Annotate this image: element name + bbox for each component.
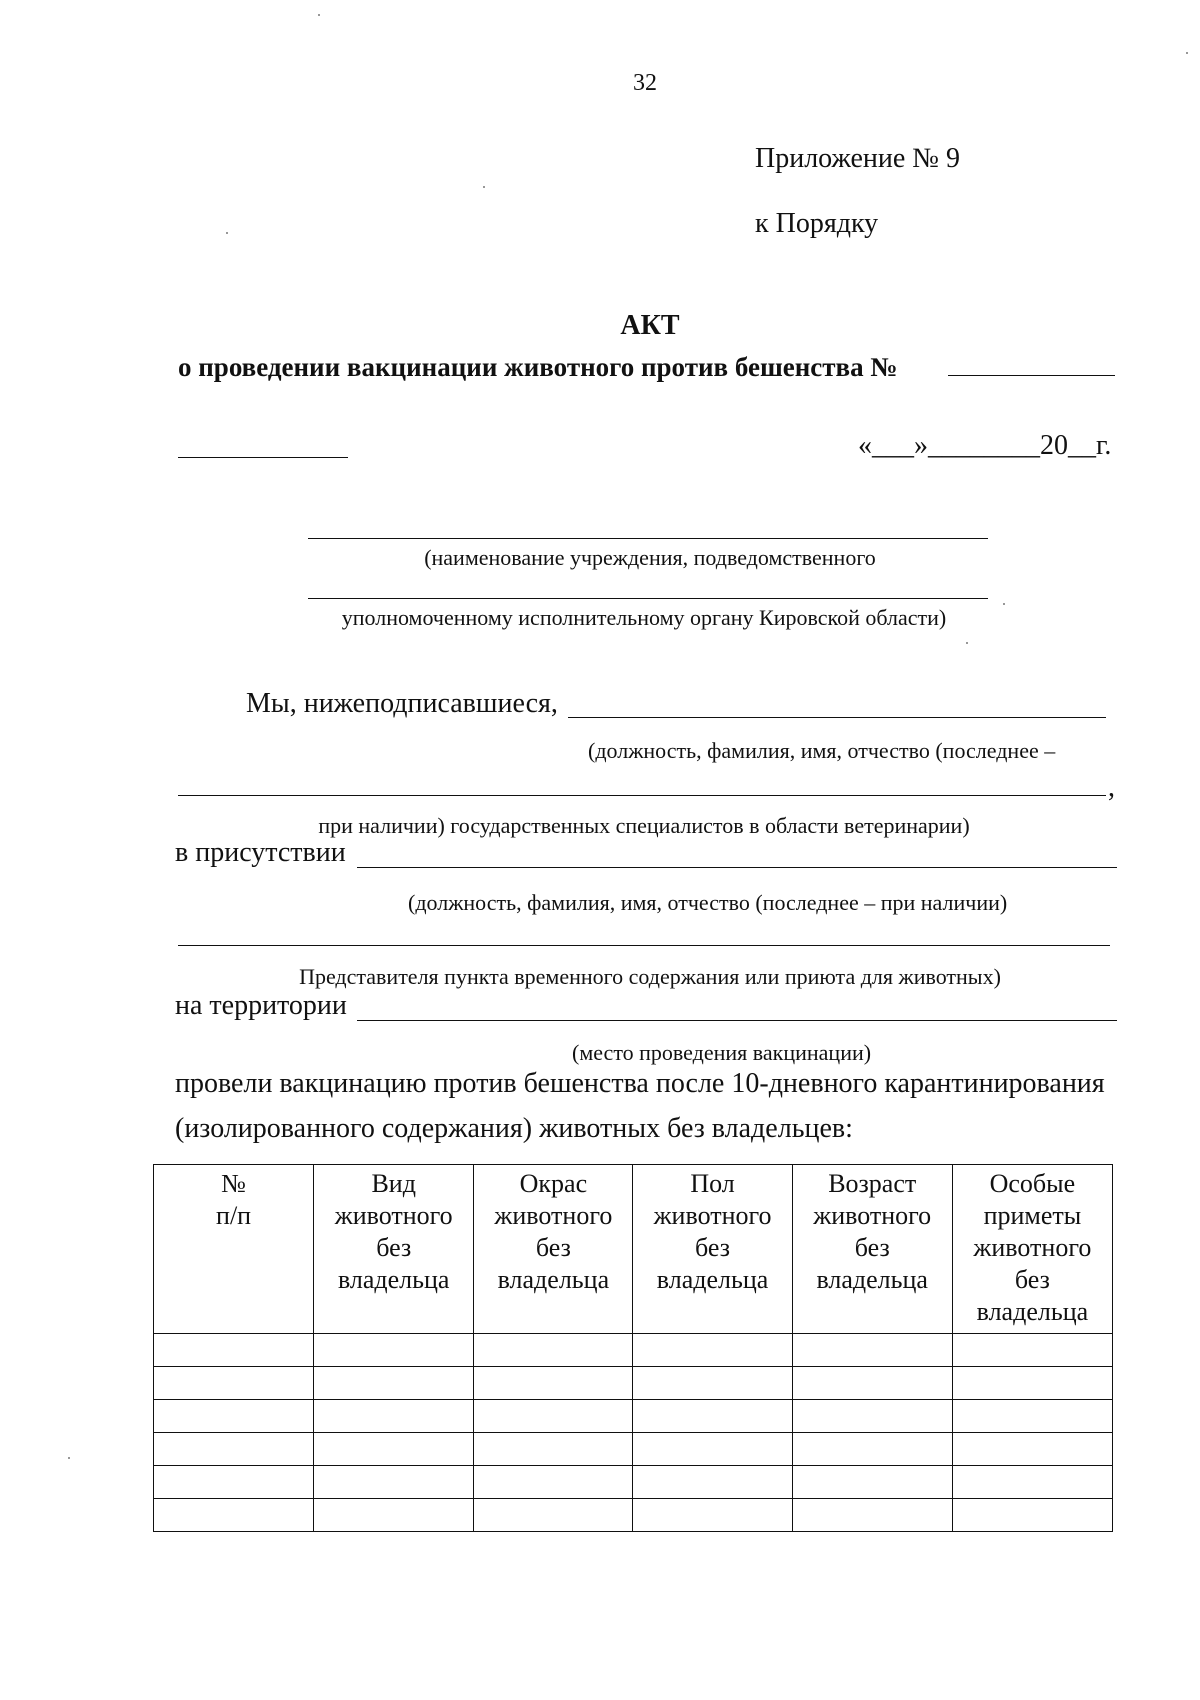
table-cell[interactable] bbox=[154, 1367, 314, 1400]
scan-speck bbox=[226, 232, 228, 234]
scan-speck bbox=[1003, 603, 1005, 605]
table-cell[interactable] bbox=[792, 1499, 952, 1532]
table-cell[interactable] bbox=[792, 1367, 952, 1400]
table-cell[interactable] bbox=[314, 1367, 474, 1400]
appendix-number: Приложение № 9 bbox=[755, 143, 960, 174]
table-body bbox=[154, 1334, 1113, 1532]
table-cell[interactable] bbox=[314, 1400, 474, 1433]
table-row bbox=[154, 1334, 1113, 1367]
table-cell[interactable] bbox=[792, 1466, 952, 1499]
table-cell[interactable] bbox=[633, 1466, 792, 1499]
scan-speck bbox=[318, 14, 320, 16]
table-cell[interactable] bbox=[154, 1433, 314, 1466]
table-cell[interactable] bbox=[474, 1367, 633, 1400]
signers-comma: , bbox=[1108, 772, 1115, 803]
signers-label: Мы, нижеподписавшиеся, bbox=[246, 688, 558, 719]
table-cell[interactable] bbox=[474, 1499, 633, 1532]
table-cell[interactable] bbox=[952, 1499, 1112, 1532]
table-cell[interactable] bbox=[474, 1433, 633, 1466]
appendix-reference: к Порядку bbox=[755, 208, 879, 239]
table-cell[interactable] bbox=[633, 1367, 792, 1400]
presence-label: в присутствии bbox=[175, 837, 346, 868]
territory-label: на территории bbox=[175, 990, 347, 1021]
table-cell[interactable] bbox=[154, 1466, 314, 1499]
table-cell[interactable] bbox=[633, 1433, 792, 1466]
table-row bbox=[154, 1367, 1113, 1400]
presence-field[interactable] bbox=[357, 867, 1117, 868]
table-cell[interactable] bbox=[952, 1367, 1112, 1400]
table-cell[interactable] bbox=[952, 1334, 1112, 1367]
scan-speck bbox=[68, 1457, 70, 1459]
scan-speck bbox=[1186, 52, 1188, 54]
header-age: Возраст животного без владельца bbox=[792, 1165, 952, 1334]
table-row bbox=[154, 1466, 1113, 1499]
document-subtitle: о проведении вакцинации животного против бешенства № bbox=[178, 352, 898, 382]
table-cell[interactable] bbox=[314, 1334, 474, 1367]
territory-caption: (место проведения вакцинации) bbox=[572, 1040, 872, 1065]
document-title: АКТ bbox=[620, 310, 680, 341]
organization-caption-2: уполномоченному исполнительному органу Кировской области) bbox=[341, 605, 947, 630]
table-row bbox=[154, 1400, 1113, 1433]
act-number-field[interactable] bbox=[948, 375, 1115, 376]
table-cell[interactable] bbox=[952, 1433, 1112, 1466]
vaccination-table bbox=[153, 1164, 1113, 1532]
presence-caption-1: (должность, фамилия, имя, отчество (последнее – при наличии) bbox=[408, 890, 1008, 915]
table-cell[interactable] bbox=[154, 1400, 314, 1433]
statement-line-1: провели вакцинацию против бешенства после 10-дневного карантинирования bbox=[175, 1068, 1105, 1099]
signers-caption-1: (должность, фамилия, имя, отчество (последнее – bbox=[588, 738, 1056, 763]
signers-caption-2: при наличии) государственных специалистов в области ветеринарии) bbox=[318, 813, 970, 838]
table-header-row bbox=[154, 1165, 1113, 1334]
header-sex: Пол животного без владельца bbox=[633, 1165, 792, 1334]
signers-field[interactable] bbox=[568, 717, 1106, 718]
header-number: № п/п bbox=[154, 1165, 314, 1334]
header-species: Вид животного без владельца bbox=[314, 1165, 474, 1334]
table-cell[interactable] bbox=[633, 1499, 792, 1532]
territory-field[interactable] bbox=[357, 1020, 1117, 1021]
table-cell[interactable] bbox=[314, 1466, 474, 1499]
date-field[interactable]: «___»________20__г. bbox=[858, 430, 1112, 461]
organization-field-line2[interactable] bbox=[308, 598, 988, 599]
signers-field-line2[interactable] bbox=[178, 795, 1106, 796]
presence-field-line2[interactable] bbox=[178, 945, 1110, 946]
scan-speck bbox=[483, 186, 485, 188]
organization-field-line1[interactable] bbox=[308, 538, 988, 539]
table-cell[interactable] bbox=[952, 1400, 1112, 1433]
table-cell[interactable] bbox=[154, 1499, 314, 1532]
header-color: Окрас животного без владельца bbox=[474, 1165, 633, 1334]
scan-speck bbox=[966, 642, 968, 644]
table-cell[interactable] bbox=[314, 1433, 474, 1466]
table-cell[interactable] bbox=[792, 1334, 952, 1367]
statement-line-2: (изолированного содержания) животных без владельцев: bbox=[175, 1113, 853, 1144]
organization-caption-1: (наименование учреждения, подведомственного bbox=[424, 545, 876, 570]
table-cell[interactable] bbox=[792, 1433, 952, 1466]
table-cell[interactable] bbox=[474, 1334, 633, 1367]
table-cell[interactable] bbox=[952, 1466, 1112, 1499]
place-field[interactable] bbox=[178, 457, 348, 458]
presence-caption-2: Представителя пункта временного содержания или приюта для животных) bbox=[299, 964, 1001, 989]
page-number: 32 bbox=[633, 70, 657, 96]
table-cell[interactable] bbox=[474, 1400, 633, 1433]
header-special-marks: Особые приметы животного без владельца bbox=[952, 1165, 1112, 1334]
table-row bbox=[154, 1499, 1113, 1532]
table-row bbox=[154, 1433, 1113, 1466]
table-cell[interactable] bbox=[154, 1334, 314, 1367]
table-cell[interactable] bbox=[792, 1400, 952, 1433]
table-cell[interactable] bbox=[314, 1499, 474, 1532]
table-cell[interactable] bbox=[474, 1466, 633, 1499]
table-cell[interactable] bbox=[633, 1334, 792, 1367]
table-cell[interactable] bbox=[633, 1400, 792, 1433]
